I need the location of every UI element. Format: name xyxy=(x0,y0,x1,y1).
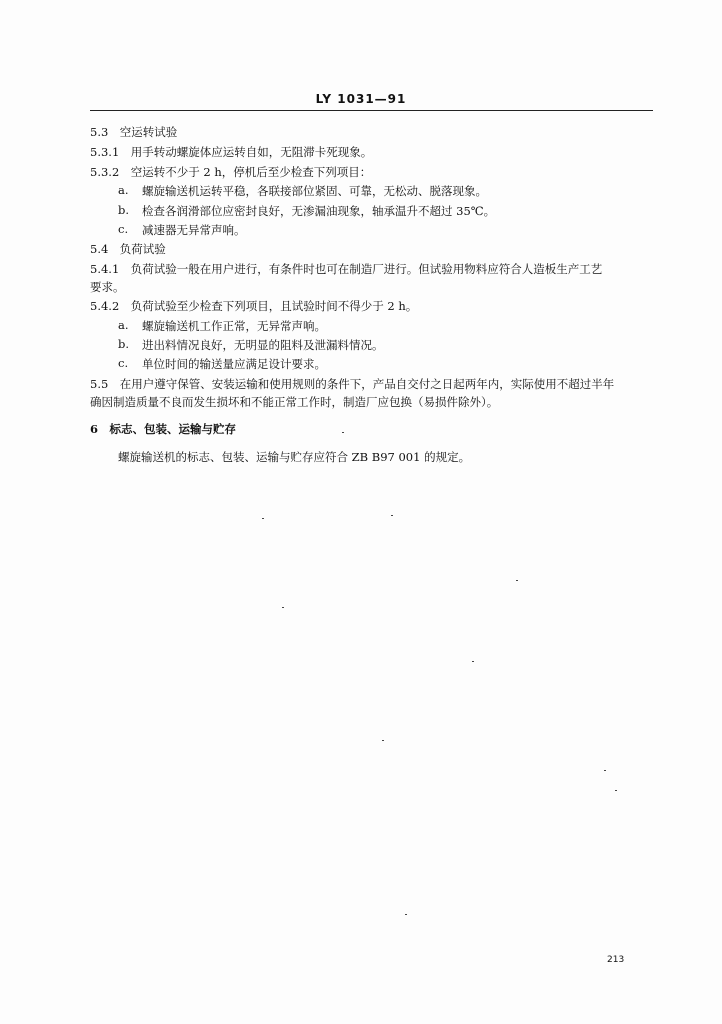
scan-speck xyxy=(282,607,284,608)
clause-5-4-2: 5.4.2 负荷试验至少检查下列项目，且试验时间不得少于 2 h。 xyxy=(90,299,418,313)
clause-5-4-1-line2: 要求。 xyxy=(90,280,125,294)
marker-a: a. xyxy=(118,183,129,197)
marker-c: c. xyxy=(118,356,129,370)
scan-speck xyxy=(391,515,393,516)
scan-speck xyxy=(516,580,518,581)
heading-6: 6 标志、包装、运输与贮存 xyxy=(90,422,237,436)
item-5-3-2-c: 减速器无异常声响。 xyxy=(142,223,246,237)
scan-speck xyxy=(472,661,474,662)
clause-5-3-1: 5.3.1 用手转动螺旋体应运转自如，无阻滞卡死现象。 xyxy=(90,145,373,159)
clause-5-5-line1: 5.5 在用户遵守保管、安装运输和使用规则的条件下，产品自交付之日起两年内，实际使用不超过半年 xyxy=(90,377,615,391)
standard-code: LY 1031—91 xyxy=(315,92,407,106)
clause-5-4-1-line1: 5.4.1 负荷试验一般在用户进行，有条件时也可在制造厂进行。但试验用物料应符合人造板生产工艺 xyxy=(90,262,603,276)
item-5-4-2-a: 螺旋输送机工作正常，无异常声响。 xyxy=(142,319,326,333)
marker-c: c. xyxy=(118,222,129,236)
marker-b: b. xyxy=(118,337,130,351)
heading-5-3: 5.3 空运转试验 xyxy=(90,125,178,139)
clause-5-3-2: 5.3.2 空运转不少于 2 h，停机后至少检查下列项目： xyxy=(90,165,372,179)
scan-speck xyxy=(382,740,384,741)
header-rule xyxy=(90,110,653,111)
page-number: 213 xyxy=(607,955,625,965)
item-5-3-2-a: 螺旋输送机运转平稳，各联接部位紧固、可靠，无松动、脱落现象。 xyxy=(142,184,487,198)
scan-speck xyxy=(604,770,606,771)
item-5-4-2-b: 进出料情况良好，无明显的阻料及泄漏料情况。 xyxy=(142,338,384,352)
marker-a: a. xyxy=(118,318,129,332)
marker-b: b. xyxy=(118,203,130,217)
scan-speck xyxy=(262,518,264,519)
scan-speck xyxy=(405,914,407,915)
item-5-3-2-b: 检查各润滑部位应密封良好，无渗漏油现象，轴承温升不超过 35℃。 xyxy=(142,204,496,218)
heading-5-4: 5.4 负荷试验 xyxy=(90,242,166,256)
item-5-4-2-c: 单位时间的输送量应满足设计要求。 xyxy=(142,357,326,371)
clause-5-5-line2: 确因制造质量不良而发生损坏和不能正常工作时，制造厂应包换（易损件除外）。 xyxy=(90,395,499,409)
scan-speck xyxy=(615,790,617,791)
scan-speck xyxy=(342,432,344,433)
clause-6-body: 螺旋输送机的标志、包装、运输与贮存应符合 ZB B97 001 的规定。 xyxy=(118,450,471,464)
